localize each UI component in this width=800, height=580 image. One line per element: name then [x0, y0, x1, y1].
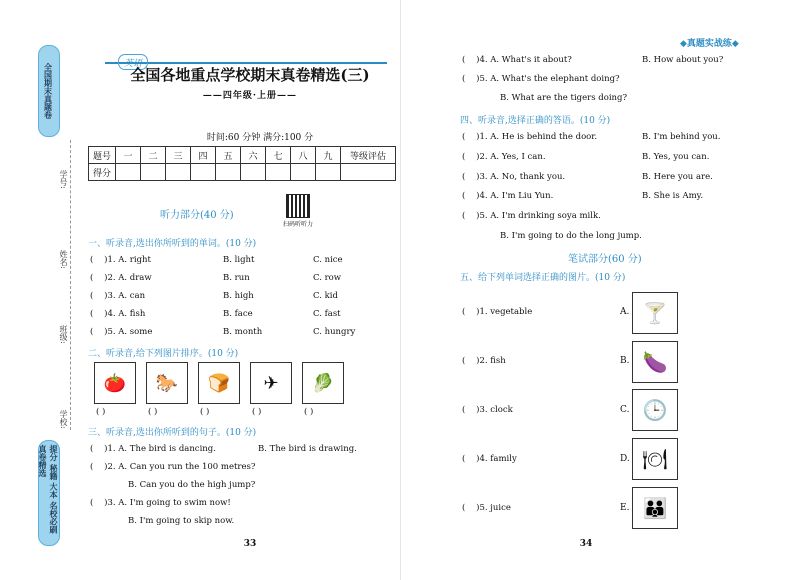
- grade-subtitle: ——四年级·上册——: [202, 91, 298, 101]
- option-letter: D.: [620, 454, 630, 464]
- score-table-score-row: [89, 164, 396, 181]
- option-b: B. high: [223, 291, 254, 301]
- option-b: B. I'm going to skip now.: [128, 516, 235, 526]
- q4-item: [462, 211, 601, 221]
- q3-item: [90, 462, 255, 472]
- clock-picture: 🕒: [632, 389, 678, 431]
- option-a: )2. A. draw: [104, 273, 152, 283]
- vegetable-picture: 🥬: [302, 362, 344, 404]
- answer-blank[interactable]: (: [462, 55, 477, 65]
- score-input[interactable]: [291, 164, 316, 181]
- field-student-id: 学号:: [59, 170, 68, 189]
- option-b: B. light: [223, 255, 255, 265]
- q3-item: [90, 498, 231, 508]
- word-label: )5. juice: [476, 503, 511, 513]
- binding-tab-top: 全国期末真题卷: [38, 45, 60, 137]
- option-a: )1. A. The bird is dancing.: [104, 444, 216, 454]
- answer-blank[interactable]: (: [462, 191, 477, 201]
- q5-item: [462, 454, 517, 464]
- score-input[interactable]: [141, 164, 166, 181]
- q1-item: [90, 327, 152, 337]
- option-b: B. The bird is drawing.: [258, 444, 357, 454]
- word-label: )3. clock: [476, 405, 513, 415]
- option-letter: B.: [620, 356, 630, 366]
- option-c: C. hungry: [313, 327, 356, 337]
- page-number-right: 34: [579, 539, 593, 549]
- q3-item: [90, 444, 216, 454]
- score-cell: 九: [316, 147, 341, 164]
- word-label: )4. family: [476, 454, 517, 464]
- q4-title: 四、听录音,选择正确的答语。(10 分): [460, 116, 611, 126]
- field-name: 姓名:: [59, 250, 68, 269]
- binding-strip: [0, 0, 80, 580]
- option-a: )4. A. fish: [104, 309, 146, 319]
- score-input[interactable]: [341, 164, 396, 181]
- q1-item: [90, 273, 152, 283]
- option-c: C. fast: [313, 309, 341, 319]
- answer-blank[interactable]: (: [462, 307, 477, 317]
- q5-item: [462, 307, 532, 317]
- bread-picture: 🍞: [198, 362, 240, 404]
- option-b: B. She is Amy.: [642, 191, 704, 201]
- answer-blank[interactable]: (: [462, 172, 477, 182]
- option-b: B. run: [223, 273, 250, 283]
- page-spine: [400, 0, 401, 580]
- q2-title: 二、听录音,给下列图片排序。(10 分): [88, 349, 239, 359]
- order-blank[interactable]: ( ): [304, 407, 314, 417]
- option-b: B. I'm going to do the long jump.: [500, 231, 642, 241]
- option-a: )5. A. some: [104, 327, 153, 337]
- answer-blank[interactable]: (: [90, 327, 105, 337]
- option-a: )5. A. What's the elephant doing?: [476, 74, 620, 84]
- section-banner: ◆真题实战练◆: [680, 39, 739, 49]
- order-blank[interactable]: ( ): [200, 407, 210, 417]
- exam-meta: 时间:60 分钟 满分:100 分: [206, 133, 314, 143]
- field-school: 学校:: [59, 410, 68, 429]
- score-cell: 八: [291, 147, 316, 164]
- option-a: )4. A. What's it about?: [476, 55, 572, 65]
- option-a: )2. A. Can you run the 100 metres?: [104, 462, 256, 472]
- answer-blank[interactable]: (: [90, 462, 105, 472]
- score-input[interactable]: [191, 164, 216, 181]
- answer-blank[interactable]: (: [462, 152, 477, 162]
- qr-code-icon[interactable]: [286, 194, 310, 218]
- q5-item: [462, 503, 511, 513]
- q5-item: [462, 356, 506, 366]
- option-b: B. face: [223, 309, 253, 319]
- option-b: B. How about you?: [642, 55, 724, 65]
- q4-item: [462, 172, 565, 182]
- q4-item: [462, 152, 546, 162]
- score-table: [88, 146, 396, 181]
- option-c: C. nice: [313, 255, 343, 265]
- option-letter: A.: [620, 307, 630, 317]
- page-title: 全国各地重点学校期末真卷精选(三): [130, 66, 370, 84]
- q1-item: [90, 255, 151, 265]
- score-table-header-row: [89, 147, 396, 164]
- answer-blank[interactable]: (: [90, 309, 105, 319]
- answer-blank[interactable]: (: [90, 255, 105, 265]
- answer-blank[interactable]: (: [462, 211, 477, 221]
- option-letter: C.: [620, 405, 630, 415]
- answer-blank[interactable]: (: [90, 273, 105, 283]
- option-b: B. What are the tigers doing?: [500, 93, 628, 103]
- option-letter: E.: [620, 503, 630, 513]
- q3-item: [462, 74, 620, 84]
- page-number-left: 33: [243, 539, 257, 549]
- option-b: B. I'm behind you.: [642, 132, 721, 142]
- answer-blank[interactable]: (: [462, 503, 477, 513]
- score-cell: 五: [216, 147, 241, 164]
- answer-blank[interactable]: (: [462, 454, 477, 464]
- order-blank[interactable]: ( ): [96, 407, 106, 417]
- answer-blank[interactable]: (: [462, 132, 477, 142]
- answer-blank[interactable]: (: [90, 498, 105, 508]
- q4-item: [462, 191, 553, 201]
- cut-line: [70, 140, 71, 430]
- option-a: )3. A. No, thank you.: [476, 172, 566, 182]
- q3-item: [462, 55, 572, 65]
- score-label: 得分: [89, 164, 116, 181]
- option-a: )5. A. I'm drinking soya milk.: [476, 211, 601, 221]
- answer-blank[interactable]: (: [90, 444, 105, 454]
- q1-item: [90, 309, 145, 319]
- score-input[interactable]: [216, 164, 241, 181]
- order-blank[interactable]: ( ): [148, 407, 158, 417]
- score-input[interactable]: [316, 164, 341, 181]
- subject-badge: 英语: [118, 54, 148, 70]
- option-b: B. month: [223, 327, 263, 337]
- option-c: C. row: [313, 273, 342, 283]
- q5-item: [462, 405, 513, 415]
- score-cell: 题号: [89, 147, 116, 164]
- binding-tab-bottom: 提分 秘籍 大本 名校必刷 真卷精选: [38, 440, 60, 546]
- score-cell: 二: [141, 147, 166, 164]
- drink-glass-picture: 🍸: [632, 292, 678, 334]
- q5-title: 五、给下列单词选择正确的图片。(10 分): [460, 273, 626, 283]
- score-input[interactable]: [116, 164, 141, 181]
- q3-title: 三、听录音,选出你所听到的句子。(10 分): [88, 428, 257, 438]
- vegetables-picture: 🍆: [632, 341, 678, 383]
- score-cell: 四: [191, 147, 216, 164]
- word-label: )2. fish: [476, 356, 506, 366]
- horse-picture: 🐎: [146, 362, 188, 404]
- score-cell: 等级评估: [341, 147, 396, 164]
- fish-dish-picture: 🍽: [632, 438, 678, 480]
- tomato-picture: 🍅: [94, 362, 136, 404]
- option-a: )3. A. I'm going to swim now!: [104, 498, 231, 508]
- listening-section-title: 听力部分(40 分): [160, 210, 234, 221]
- option-a: )3. A. can: [104, 291, 146, 301]
- score-cell: 三: [166, 147, 191, 164]
- answer-blank[interactable]: (: [462, 74, 477, 84]
- score-input[interactable]: [166, 164, 191, 181]
- q1-item: [90, 291, 145, 301]
- q4-item: [462, 132, 597, 142]
- answer-blank[interactable]: (: [462, 405, 477, 415]
- option-c: C. kid: [313, 291, 338, 301]
- plane-picture: ✈: [250, 362, 292, 404]
- field-class: 班级:: [59, 325, 68, 344]
- score-input[interactable]: [241, 164, 266, 181]
- order-blank[interactable]: ( ): [252, 407, 262, 417]
- option-a: )2. A. Yes, I can.: [476, 152, 546, 162]
- option-b: B. Can you do the high jump?: [128, 480, 256, 490]
- option-b: B. Here you are.: [642, 172, 713, 182]
- option-a: )1. A. He is behind the door.: [476, 132, 598, 142]
- score-cell: 一: [116, 147, 141, 164]
- score-cell: 七: [266, 147, 291, 164]
- family-picture: 👪: [632, 487, 678, 529]
- answer-blank[interactable]: (: [90, 291, 105, 301]
- option-b: B. Yes, you can.: [642, 152, 710, 162]
- word-label: )1. vegetable: [476, 307, 533, 317]
- written-section-title: 笔试部分(60 分): [568, 254, 642, 265]
- qr-caption: 扫码听听力: [282, 221, 313, 228]
- option-a: )1. A. right: [104, 255, 151, 265]
- q1-title: 一、听录音,选出你所听到的单词。(10 分): [88, 239, 257, 249]
- option-a: )4. A. I'm Liu Yun.: [476, 191, 554, 201]
- score-input[interactable]: [266, 164, 291, 181]
- answer-blank[interactable]: (: [462, 356, 477, 366]
- score-cell: 六: [241, 147, 266, 164]
